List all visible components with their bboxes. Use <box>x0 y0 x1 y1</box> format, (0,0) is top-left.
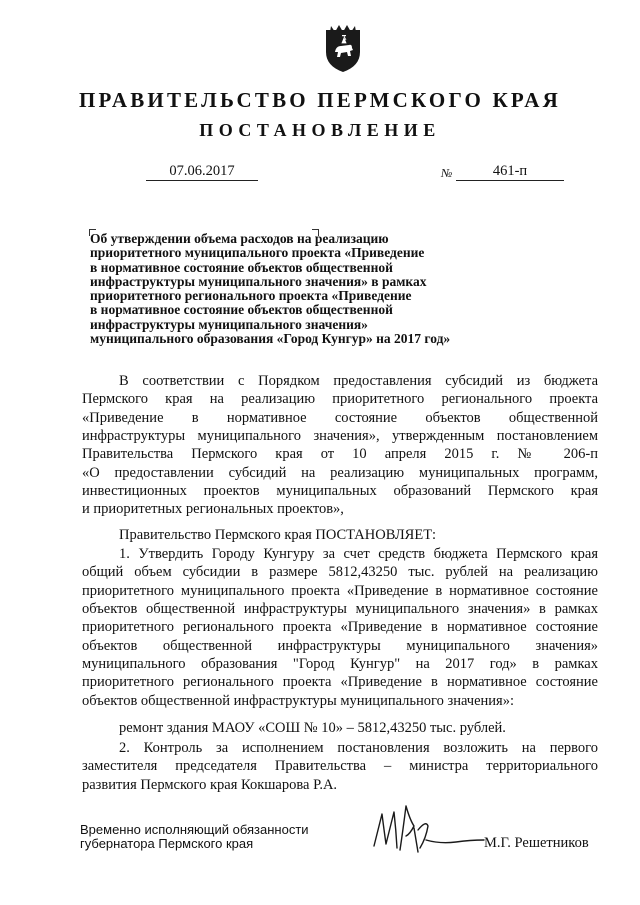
subject-line: в нормативное состояние объектов общественной <box>90 302 393 318</box>
perm-krai-coat-of-arms-icon <box>323 22 363 74</box>
text-line: приоритетного регионального проекта «Приведение в нормативное состояние <box>82 619 598 636</box>
subject-line: инфраструктуры муниципального значения» в рамках <box>90 273 427 289</box>
subject-line: приоритетного регионального проекта «Приведение <box>90 288 412 304</box>
text-line: инфраструктуры муниципального значения», утвержденным постановлением <box>82 428 598 445</box>
signatory-name: М.Г. Решетников <box>484 835 589 851</box>
text-line: Правительства Пермского края от 10 апреля 2015 г. № 206-п <box>82 446 598 463</box>
paragraph-item-1 <box>82 545 598 710</box>
text-line: «Приведение в нормативное состояние объектов общественной <box>82 409 598 426</box>
text-line: инвестиционных проектов муниципальных образований Пермского края <box>82 483 598 500</box>
subject-line: инфраструктуры муниципального значения» <box>90 316 368 332</box>
text-line: В соответствии с Порядком предоставления субсидий из бюджета <box>119 373 598 389</box>
text-line: общий объем субсидии в размере 5812,43250 тыс. рублей на реализацию <box>82 564 598 581</box>
text-line: 1. Утвердить Городу Кунгуру за счет средств бюджета Пермского края <box>119 546 598 562</box>
text-line: приоритетного регионального проекта «Приведение в нормативное состояние <box>82 674 598 691</box>
text-line: «О предоставлении субсидий на реализацию муниципальных программ, <box>82 464 598 481</box>
text-line: и приоритетных региональных проектов», <box>82 501 344 518</box>
subject-line: муниципального образования «Город Кунгур» на 2017 год» <box>90 331 451 347</box>
text-line: муниципального образования "Город Кунгур" на 2017 год» в рамках <box>82 656 598 673</box>
handwritten-signature <box>370 800 486 860</box>
text-line: развития Пермского края Кокшарова Р.А. <box>82 776 338 793</box>
text-line: приоритетного муниципального проекта «Приведение в нормативное состояние <box>82 582 598 599</box>
document-subject <box>90 232 520 346</box>
text-line: Правительство Пермского края ПОСТАНОВЛЯЕТ: <box>119 527 437 543</box>
position-line: губернатора Пермского края <box>80 836 254 851</box>
text-line: объектов общественной инфраструктуры муниципального значения»: <box>82 692 515 709</box>
paragraph-item-2 <box>82 739 598 794</box>
position-line: Временно исполняющий обязанности <box>80 822 309 837</box>
number-sign: № <box>441 166 453 180</box>
paragraph-preamble <box>82 372 598 519</box>
subject-line: Об утверждении объема расходов на реализацию <box>90 231 389 246</box>
text-line: ремонт здания МАОУ «СОШ № 10» – 5812,43250 тыс. рублей. <box>119 720 506 736</box>
text-line: Пермского края на реализацию приоритетного регионального проекта <box>82 391 598 408</box>
organization-title: ПРАВИТЕЛЬСТВО ПЕРМСКОГО КРАЯ <box>78 88 561 112</box>
document-date: 07.06.2017 <box>146 162 258 181</box>
signatory-position <box>80 823 309 851</box>
subject-line: приоритетного муниципального проекта «Приведение <box>90 245 425 261</box>
document-number: 461-п <box>456 162 564 181</box>
paragraph-resolves <box>82 526 598 544</box>
text-line: 2. Контроль за исполнением постановления возложить на первого <box>119 740 598 756</box>
text-line: объектов общественной инфраструктуры муниципального значения» в рамках <box>82 601 598 618</box>
text-line: заместителя председателя Правительства – министра территориального <box>82 758 598 775</box>
paragraph-repair-item <box>82 719 598 737</box>
document-type: ПОСТАНОВЛЕНИЕ <box>199 120 441 140</box>
text-line: объектов общественной инфраструктуры муниципального значения» <box>82 637 598 654</box>
subject-line: в нормативное состояние объектов общественной <box>90 259 393 275</box>
